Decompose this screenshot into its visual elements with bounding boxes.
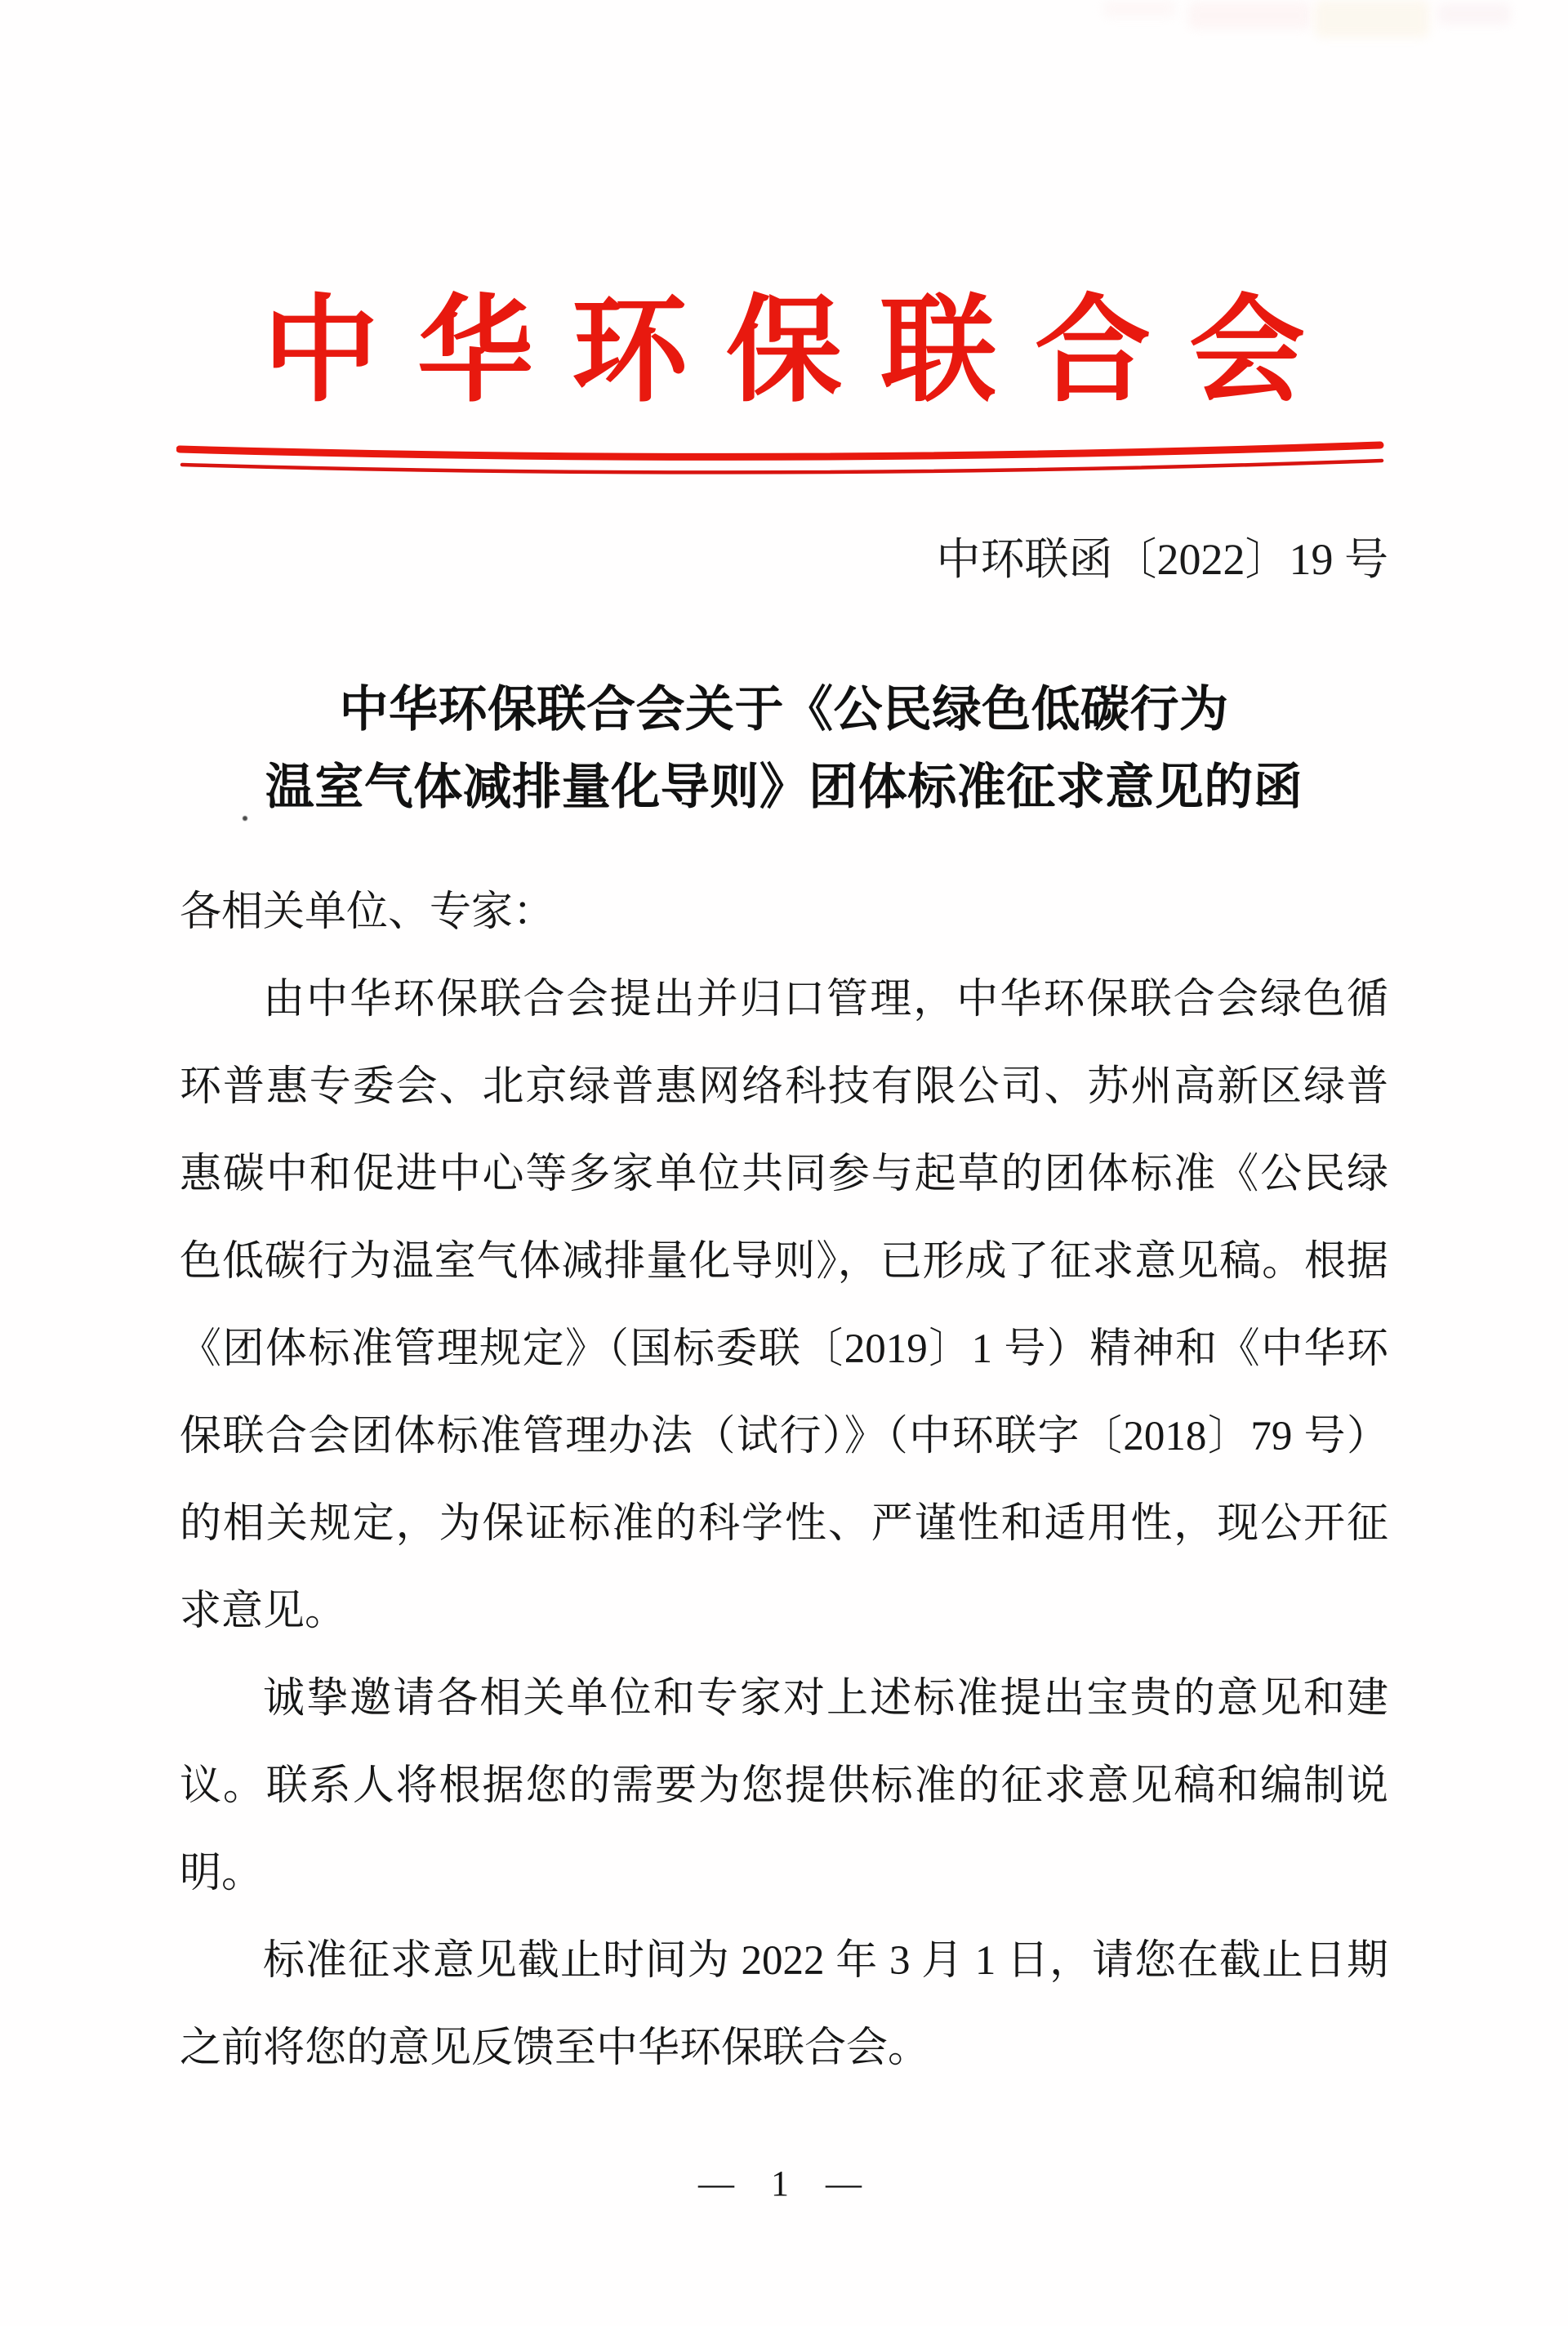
body-line: 《团体标准管理规定》（国标委联〔2019〕1 号）精神和《中华环	[180, 1326, 1388, 1372]
body-line: 惠碳中和促进中心等多家单位共同参与起草的团体标准《公民绿	[180, 1152, 1388, 1197]
scan-artifact	[1315, 0, 1429, 38]
body-line: 由中华环保联合会提出并归口管理，中华环保联合会绿色循	[263, 977, 1388, 1023]
scan-artifact	[1437, 3, 1511, 25]
scan-artifact	[1102, 0, 1176, 18]
document-title	[0, 671, 1568, 827]
body-line: 环普惠专委会、北京绿普惠网络科技有限公司、苏州高新区绿普	[180, 1064, 1388, 1110]
document-number: 中环联函〔2022〕19 号	[936, 535, 1388, 584]
body-line: 求意见。	[180, 1589, 347, 1634]
body-line: 色低碳行为温室气体减排量化导则》，已形成了征求意见稿。根据	[180, 1239, 1388, 1285]
title-line-2: 温室气体减排量化导则》团体标准征求意见的函	[265, 760, 1303, 814]
title-line-1: 中华环保联合会关于《公民绿色低碳行为	[339, 683, 1229, 737]
letterhead-title: 中华环保联合会	[263, 287, 1343, 416]
body-line: 明。	[180, 1851, 264, 1896]
page-number: — 1 —	[698, 2163, 870, 2203]
body-line: 诚挚邀请各相关单位和专家对上述标准提出宝贵的意见和建	[263, 1676, 1388, 1722]
scan-artifact	[1188, 2, 1311, 29]
scan-speck	[243, 816, 247, 821]
body-line: 标准征求意见截止时间为 2022 年 3 月 1 日，请您在截止日期	[263, 1938, 1388, 1984]
body-line: 议。联系人将根据您的需要为您提供标准的征求意见稿和编制说	[180, 1763, 1388, 1809]
body-line: 的相关规定，为保证标准的科学性、严谨性和适用性，现公开征	[180, 1501, 1388, 1547]
document-body	[180, 869, 1388, 2092]
body-line: 保联合会团体标准管理办法（试行）》（中环联字〔2018〕79 号）	[180, 1414, 1388, 1459]
body-line: 之前将您的意见反馈至中华环保联合会。	[180, 2025, 930, 2071]
letterhead-divider	[176, 441, 1385, 483]
body-line: 各相关单位、专家：	[180, 889, 555, 935]
